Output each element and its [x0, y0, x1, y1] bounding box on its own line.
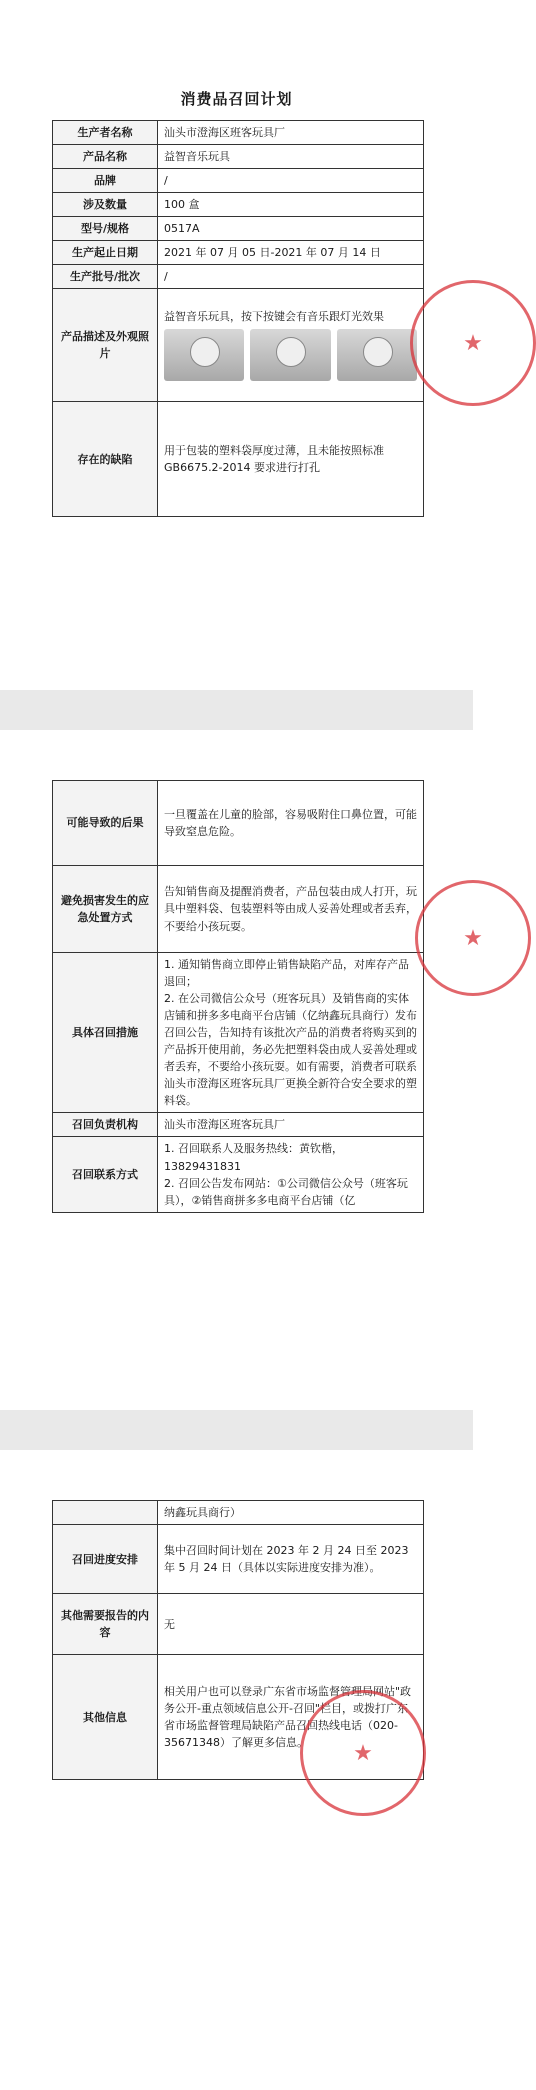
product-value: 益智音乐玩具	[158, 145, 424, 169]
page-gap	[0, 690, 473, 730]
table-row	[53, 169, 424, 193]
emergency-value: 告知销售商及提醒消费者，产品包装由成人打开，玩具中塑料袋、包装塑料等由成人妥善处理或者丢弃，不要给小孩玩耍。	[158, 866, 424, 953]
table-row	[53, 1137, 424, 1212]
model-value: 0517A	[158, 217, 424, 241]
table-row	[53, 217, 424, 241]
measures-label: 具体召回措施	[53, 953, 158, 1113]
recall-table-part-1	[52, 120, 424, 517]
contact-cell	[158, 1137, 424, 1212]
schedule-label: 召回进度安排	[53, 1525, 158, 1594]
consequence-value: 一旦覆盖在儿童的脸部，容易吸附住口鼻位置，可能导致窒息危险。	[158, 781, 424, 866]
quantity-label: 涉及数量	[53, 193, 158, 217]
consequence-label: 可能导致的后果	[53, 781, 158, 866]
table-row	[53, 265, 424, 289]
company-seal	[415, 880, 531, 996]
emergency-label: 避免损害发生的应急处置方式	[53, 866, 158, 953]
batch-value: /	[158, 265, 424, 289]
toy-photo-side	[250, 329, 330, 381]
table-row	[53, 1113, 424, 1137]
company-seal	[300, 1690, 426, 1816]
toy-photo-front	[164, 329, 244, 381]
page-gap	[0, 1410, 473, 1450]
batch-label: 生产批号/批次	[53, 265, 158, 289]
other-report-value: 无	[158, 1594, 424, 1655]
contact-continued: 纳鑫玩具商行）	[158, 1501, 424, 1525]
description-value: 益智音乐玩具，按下按键会有音乐跟灯光效果	[164, 309, 384, 323]
responsible-value: 汕头市澄海区班客玩具厂	[158, 1113, 424, 1137]
table-row	[53, 241, 424, 265]
product-photo	[164, 329, 417, 381]
contact-line-1: 1. 召回联系人及服务热线：黄钦楷，13829431831	[164, 1142, 343, 1173]
table-row	[53, 1525, 424, 1594]
company-seal	[410, 280, 536, 406]
defect-label: 存在的缺陷	[53, 402, 158, 517]
other-info-label: 其他信息	[53, 1655, 158, 1780]
seal-star-icon: ★	[463, 925, 483, 951]
table-row	[53, 145, 424, 169]
dates-value: 2021 年 07 月 05 日-2021 年 07 月 14 日	[158, 241, 424, 265]
contact-continued-label	[53, 1501, 158, 1525]
table-row	[53, 193, 424, 217]
description-label: 产品描述及外观照片	[53, 289, 158, 402]
seal-star-icon: ★	[463, 330, 483, 356]
measures-item-2: 2. 在公司微信公众号（班客玩具）及销售商的实体店铺和拼多多电商平台店铺（亿纳鑫玩具商行）发布召回公告，告知持有该批次产品的消费者将购买到的产品拆开使用前，务必先把塑料袋由成人妥善处理或者丢弃，不要给小孩玩耍。如有需要，消费者可联系汕头市澄海区班客玩具厂更换全新符合安全要求的塑料袋。	[164, 992, 417, 1108]
toy-photo-back	[337, 329, 417, 381]
contact-label: 召回联系方式	[53, 1137, 158, 1212]
description-cell	[158, 289, 424, 402]
document-title: 消费品召回计划	[180, 90, 293, 108]
table-row	[53, 1501, 424, 1525]
responsible-label: 召回负责机构	[53, 1113, 158, 1137]
other-report-label: 其他需要报告的内容	[53, 1594, 158, 1655]
dates-label: 生产起止日期	[53, 241, 158, 265]
brand-value: /	[158, 169, 424, 193]
table-row	[53, 121, 424, 145]
brand-label: 品牌	[53, 169, 158, 193]
other-info-value: 相关用户也可以登录广东省市场监督管理局网站"政务公开-重点领域信息公开-召回"栏目，或拨打广东省市场监督管理局缺陷产品召回热线电话（020-35671348）了解更多信息。	[158, 1655, 424, 1780]
table-row	[53, 781, 424, 866]
recall-table-part-2	[52, 780, 424, 1213]
producer-label: 生产者名称	[53, 121, 158, 145]
measures-cell	[158, 953, 424, 1113]
table-row	[53, 866, 424, 953]
table-row	[53, 289, 424, 402]
table-row	[53, 953, 424, 1113]
producer-value: 汕头市澄海区班客玩具厂	[158, 121, 424, 145]
measures-item-1: 1. 通知销售商立即停止销售缺陷产品，对库存产品退回；	[164, 958, 409, 989]
quantity-value: 100 盒	[158, 193, 424, 217]
table-row	[53, 1594, 424, 1655]
table-row	[53, 402, 424, 517]
contact-line-2: 2. 召回公告发布网站：①公司微信公众号（班客玩具），②销售商拼多多电商平台店铺（亿	[164, 1176, 408, 1207]
model-label: 型号/规格	[53, 217, 158, 241]
seal-star-icon: ★	[353, 1740, 373, 1766]
schedule-value: 集中召回时间计划在 2023 年 2 月 24 日至 2023 年 5 月 24 日（具体以实际进度安排为准）。	[158, 1525, 424, 1594]
defect-value: 用于包装的塑料袋厚度过薄，且未能按照标准 GB6675.2-2014 要求进行打孔	[158, 402, 424, 517]
product-label: 产品名称	[53, 145, 158, 169]
